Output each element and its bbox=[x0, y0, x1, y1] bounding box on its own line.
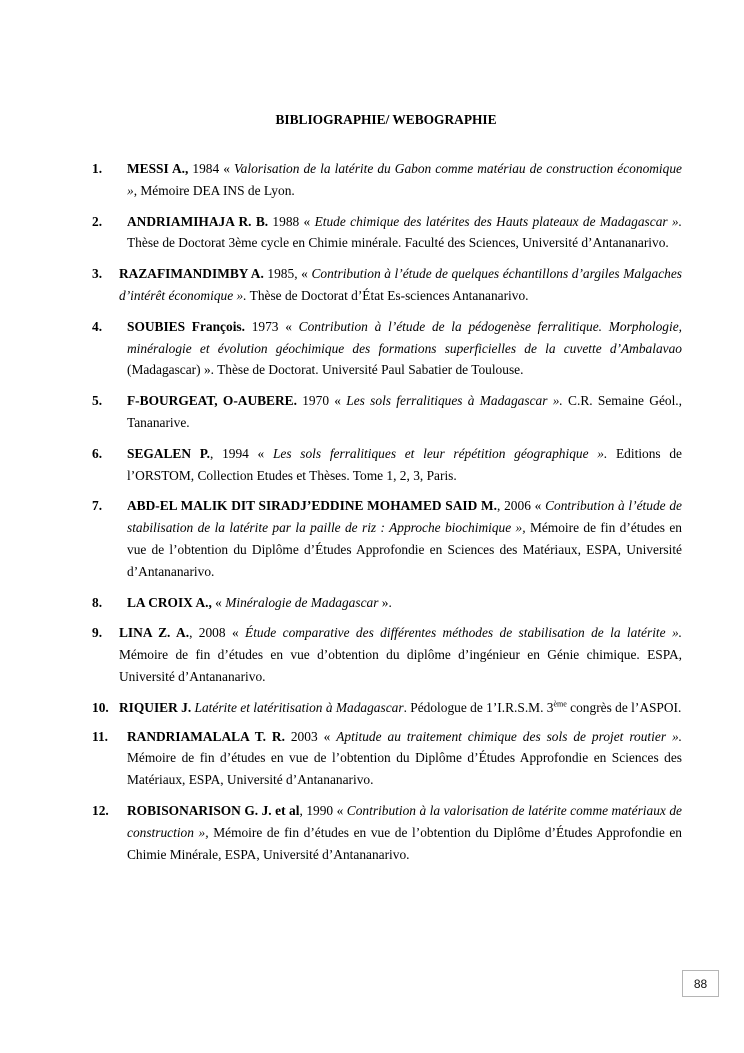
reference-details: Mémoire de fin d’études en vue d’obtention du diplôme d’ingénieur en Génie chimique. ESPA, Université d’Antananarivo. bbox=[119, 647, 682, 684]
reference-author: ROBISONARISON G. J. et al bbox=[127, 802, 300, 818]
reference-number: 7. bbox=[92, 498, 103, 514]
reference-year: , 1994 « bbox=[210, 445, 273, 461]
reference-author: LINA Z. A. bbox=[119, 625, 190, 641]
reference-year: , 2006 « bbox=[497, 498, 546, 514]
reference-work-title: Les sols ferralitiques à Madagascar ». bbox=[346, 393, 563, 409]
reference-text bbox=[119, 263, 682, 307]
reference-text bbox=[127, 592, 682, 614]
reference-item bbox=[92, 726, 682, 791]
reference-work-title: Étude comparative des différentes méthodes de stabilisation de la latérite ». bbox=[245, 625, 683, 641]
reference-details: (Madagascar) ». Thèse de Doctorat. Université Paul Sabatier de Toulouse. bbox=[127, 362, 524, 378]
reference-work-title: Aptitude au traitement chimique des sols de projet routier ». bbox=[336, 728, 682, 744]
reference-list bbox=[92, 158, 682, 874]
reference-author: RAZAFIMANDIMBY A. bbox=[119, 266, 264, 282]
reference-text bbox=[127, 390, 682, 434]
reference-year: , 1990 « bbox=[299, 802, 347, 818]
page-title: BIBLIOGRAPHIE/ WEBOGRAPHIE bbox=[275, 112, 497, 127]
reference-details: ». bbox=[378, 594, 392, 610]
reference-details: . Pédologue de 1’I.R.S.M. 3 bbox=[403, 699, 554, 715]
reference-text bbox=[127, 316, 682, 381]
reference-number: 2. bbox=[92, 213, 103, 229]
reference-item bbox=[92, 592, 682, 614]
reference-author: LA CROIX A., bbox=[127, 594, 212, 610]
reference-year: 1970 « bbox=[296, 393, 347, 409]
reference-details: Thèse de Doctorat d’État Es-sciences Antananarivo. bbox=[246, 287, 529, 303]
reference-text bbox=[127, 211, 682, 255]
reference-text bbox=[127, 495, 682, 582]
reference-work-title: Etude chimique des latérites des Hauts plateaux de Madagascar ». bbox=[314, 213, 682, 229]
reference-author: ANDRIAMIHAJA R. B. bbox=[127, 213, 269, 229]
reference-details: Mémoire de fin d’études en vue de l’obtention du Diplôme d’Études Approfondie en Chimie Minérale, ESPA, Université d’Antananarivo. bbox=[127, 824, 683, 862]
reference-author: ABD-EL MALIK DIT SIRADJ’EDDINE MOHAMED SAID M. bbox=[127, 498, 498, 514]
reference-number: 4. bbox=[92, 318, 103, 334]
reference-details: Mémoire de fin d’études en vue de l’obtention du Diplôme d’Études Approfondie en Sciences des Matériaux, ESPA, Université d’Antananarivo. bbox=[127, 520, 682, 579]
reference-details: C.R. Semaine Géol., Tananarive. bbox=[127, 393, 682, 430]
reference-number: 8. bbox=[92, 594, 103, 610]
reference-author: RIQUIER J. bbox=[119, 699, 192, 715]
reference-number: 1. bbox=[92, 161, 103, 176]
reference-details: Editions de l’ORSTOM, Collection Etudes et Thèses. Tome 1, 2, 3, Paris. bbox=[127, 445, 682, 483]
reference-number: 3. bbox=[92, 266, 103, 282]
reference-work-title: Minéralogie de Madagascar bbox=[225, 594, 379, 610]
reference-number: 9. bbox=[92, 625, 103, 641]
reference-work-title: Contribution à l’étude de quelques échantillons d’argiles Malgaches d’intérêt économique ». bbox=[119, 266, 682, 303]
reference-text bbox=[127, 726, 682, 791]
reference-text bbox=[119, 697, 682, 719]
reference-item bbox=[92, 390, 682, 434]
reference-author: F-BOURGEAT, O-AUBERE. bbox=[127, 393, 297, 409]
reference-text bbox=[127, 158, 682, 202]
reference-item bbox=[92, 263, 682, 307]
reference-text bbox=[127, 800, 682, 865]
reference-number: 11. bbox=[92, 728, 108, 744]
reference-author: SOUBIES François. bbox=[127, 318, 245, 334]
reference-year: « bbox=[211, 594, 226, 610]
reference-item bbox=[92, 697, 682, 719]
reference-item bbox=[92, 495, 682, 582]
reference-text bbox=[127, 443, 682, 487]
reference-item bbox=[92, 622, 682, 687]
reference-work-title: Latérite et latéritisation à Madagascar bbox=[194, 699, 404, 715]
reference-details: , Mémoire DEA INS de Lyon. bbox=[133, 182, 295, 198]
reference-author: RANDRIAMALALA T. R. bbox=[127, 728, 285, 744]
reference-item bbox=[92, 443, 682, 487]
reference-details: Thèse de Doctorat 3ème cycle en Chimie minérale. Faculté des Sciences, Université d’Antananarivo. bbox=[127, 235, 669, 251]
reference-year: , 2008 « bbox=[189, 625, 246, 641]
reference-year: 1985, « bbox=[263, 266, 312, 282]
reference-year: 1988 « bbox=[268, 213, 315, 229]
reference-number: 12. bbox=[92, 802, 109, 818]
reference-author: SEGALEN P. bbox=[127, 445, 211, 461]
reference-item bbox=[92, 316, 682, 381]
reference-details: Mémoire de fin d’études en vue de l’obtention du Diplôme d’Études Approfondie en Sciences des Matériaux, ESPA, Université d’Antananarivo. bbox=[127, 750, 682, 788]
reference-number: 6. bbox=[92, 445, 103, 461]
reference-year: 1984 « bbox=[188, 161, 234, 176]
reference-number: 10. bbox=[92, 699, 109, 715]
reference-year: 1973 « bbox=[244, 318, 299, 334]
reference-text bbox=[119, 622, 682, 687]
reference-work-title: Contribution à l’étude de stabilisation de la latérite par la paille de riz : Approche biochimique », bbox=[127, 498, 682, 536]
reference-item bbox=[92, 800, 682, 865]
page-number: 88 bbox=[682, 970, 719, 997]
reference-item bbox=[92, 211, 682, 255]
superscript: ème bbox=[553, 699, 567, 709]
reference-work-title: Contribution à la valorisation de latérite comme matériaux de construction », bbox=[127, 802, 682, 840]
reference-number: 5. bbox=[92, 393, 103, 409]
reference-work-title: Valorisation de la latérite du Gabon comme matériau de construction économique » bbox=[127, 161, 682, 198]
reference-author: MESSI A., bbox=[127, 161, 189, 176]
reference-details-cont: congrès de l’ASPOI. bbox=[566, 699, 682, 715]
reference-item bbox=[92, 158, 682, 202]
reference-year: 2003 « bbox=[284, 728, 337, 744]
reference-work-title: Les sols ferralitiques et leur répétition géographique ». bbox=[272, 445, 608, 461]
reference-work-title: Contribution à l’étude de la pédogenèse ferralitique. Morphologie, minéralogie et évolution géochimique des formations superficielles de la cuvette d’Ambalavao bbox=[127, 318, 682, 356]
